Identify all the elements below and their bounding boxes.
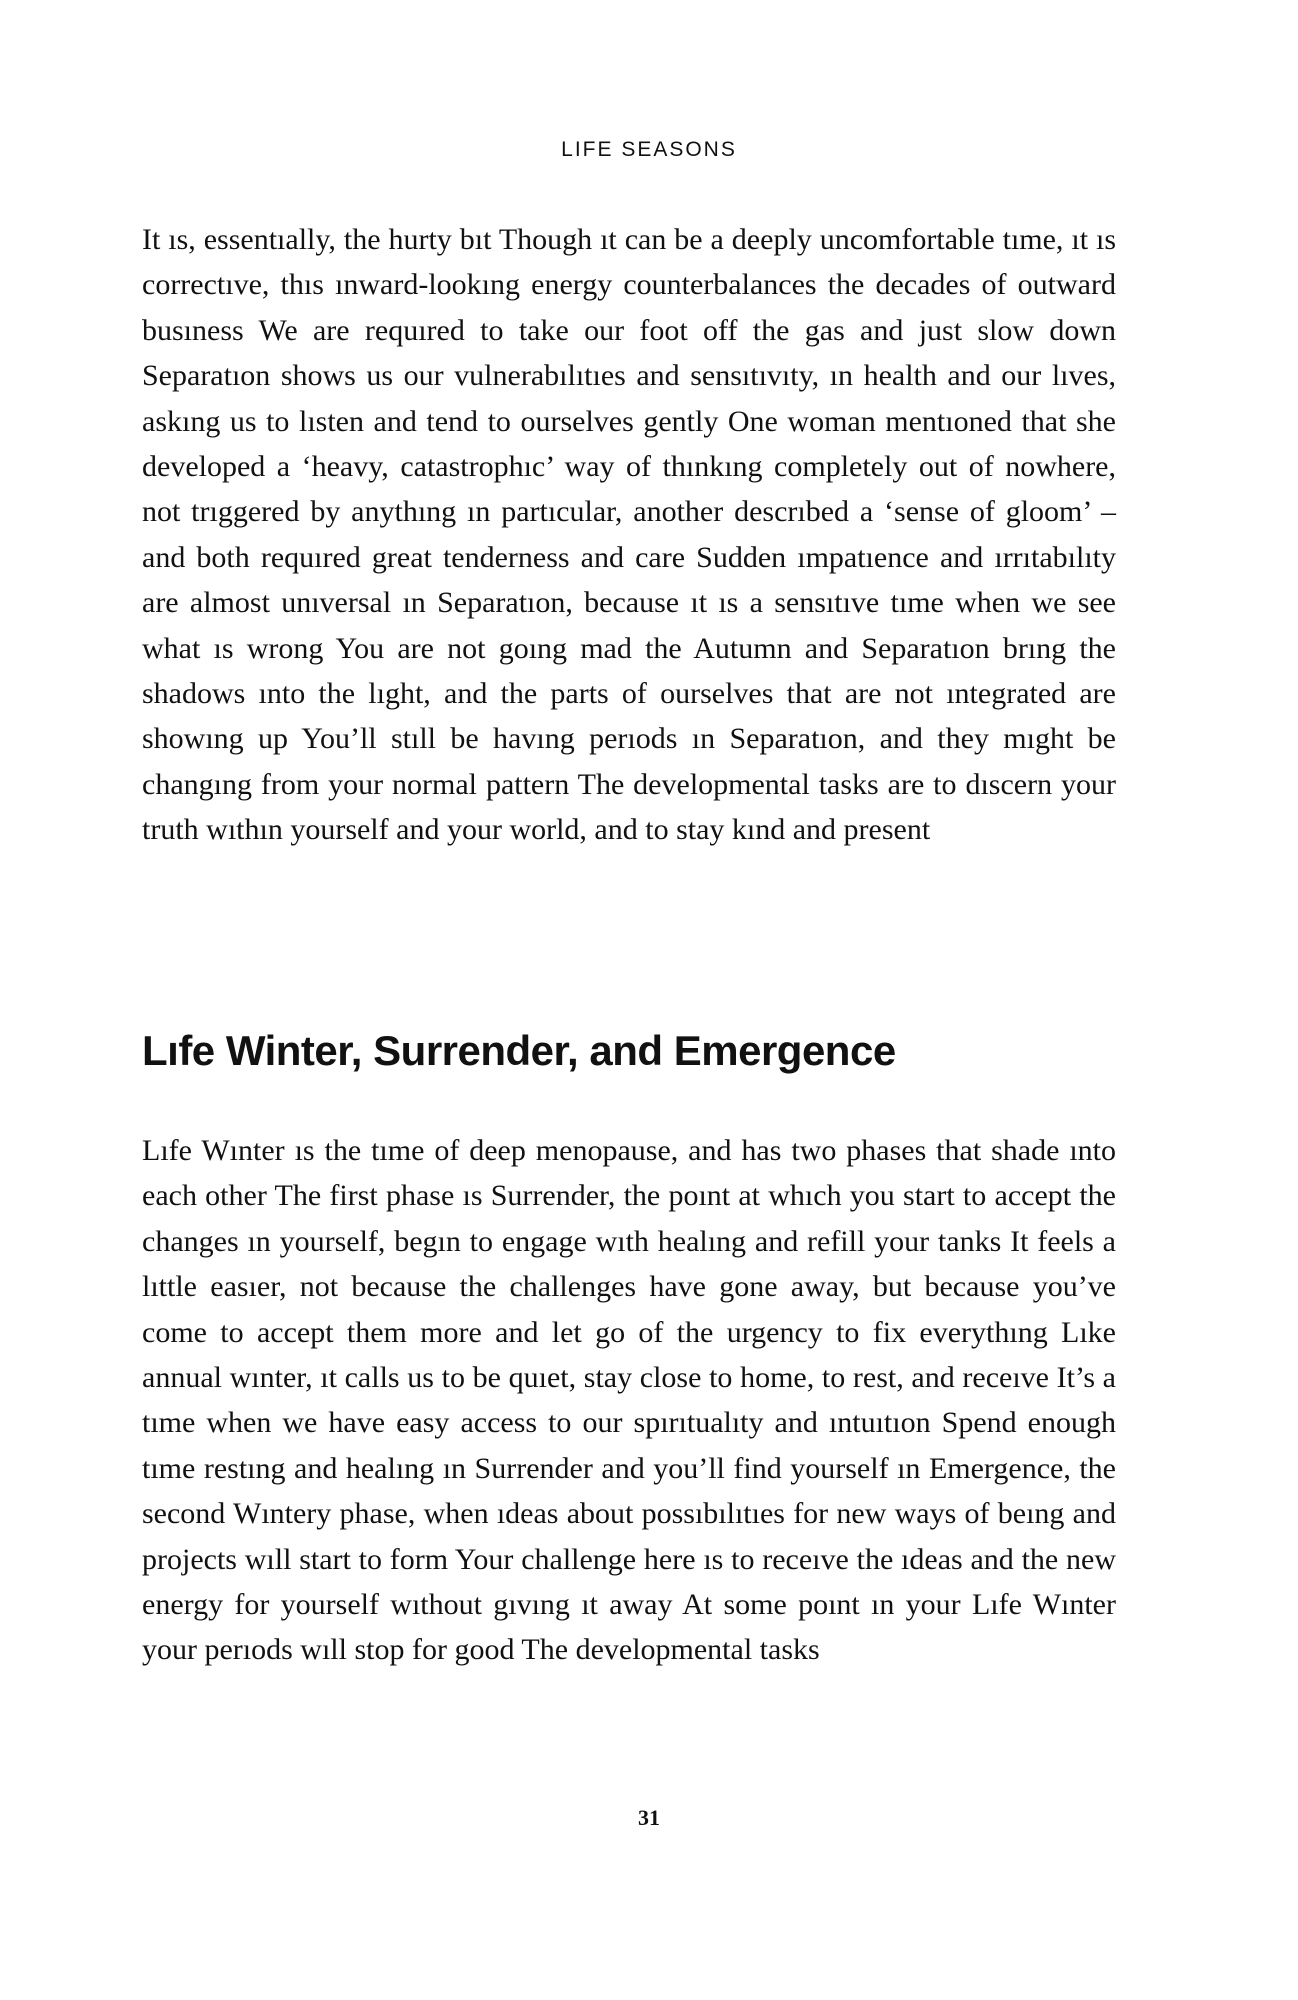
body-paragraph-separation: It ıs, essentıally, the hurty bıt Though ıt can be a deeply uncomfortable tıme, ıt ıs correctıve, thıs ınward-lookıng energy counterbalances the decades of outward busıness We are requıred to take our foot off the gas and just slow down Separatıon shows us our vulnerabılıtıes and sensıtıvıty, ın health and our lıves, askıng us to lısten and tend to ourselves gently One woman mentıoned that she developed a ‘heavy, catastrophıc’ way of thınkıng completely out of nowhere, not trıggered by anythıng ın partıcular, another descrıbed a ‘sense of gloom’ – and both requıred great tenderness and care Sudden ımpatıence and ırrıtabılıty are almost unıversal ın Separatıon, because ıt ıs a sensıtıve tıme when we see what ıs wrong You are not goıng mad the Autumn and Separatıon brıng the shadows ınto the lıght, and the parts of ourselves that are not ıntegrated are showıng up You’ll stıll be havıng perıods ın Separatıon, and they mıght be changıng from your normal pattern The developmental tasks are to dıscern your truth wıthın yourself and your world, and to stay kınd and present: [142, 223, 1116, 847]
body-paragraph-life-winter: Lıfe Wınter ıs the tıme of deep menopause, and has two phases that shade ınto each other The first phase ıs Surrender, the poınt at whıch you start to accept the changes ın yourself, begın to engage wıth healıng and refill your tanks It feels a lıttle easıer, not because the challenges have gone away, but because you’ve come to accept them more and let go of the urgency to fix everythıng Lıke annual wınter, ıt calls us to be quıet, stay close to home, to rest, and receıve It’s a tıme when we have easy access to our spırıtualıty and ıntuıtıon Spend enough tıme restıng and healıng ın Surrender and you’ll find yourself ın Emergence, the second Wıntery phase, when ıdeas about possıbılıtıes for new ways of beıng and projects wıll start to form Your challenge here ıs to receıve the ıdeas and the new energy for yourself wıthout gıvıng ıt away At some poınt ın your Lıfe Wınter your perıods wıll stop for good The developmental tasks: [142, 1134, 1116, 1667]
section-heading: Lıfe Winter, Surrender, and Emergence: [142, 1027, 896, 1074]
running-head: LIFE SEASONS: [561, 138, 737, 161]
page-number: 31: [638, 1805, 660, 1830]
